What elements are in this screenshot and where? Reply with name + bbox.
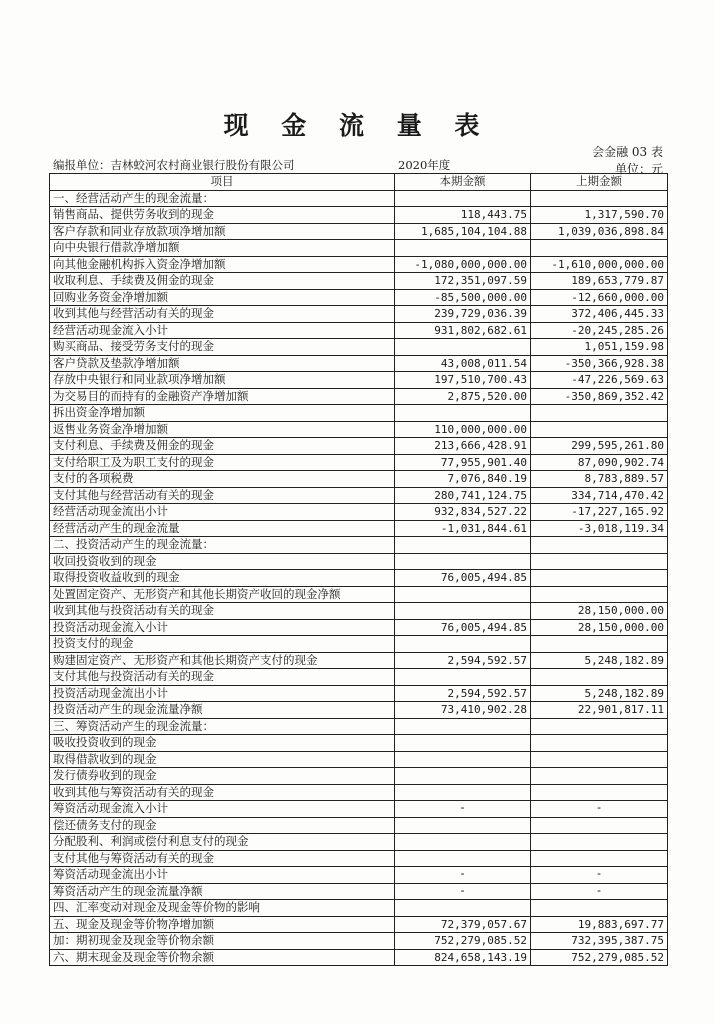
row-previous-amount: 732,395,387.75 <box>531 933 668 950</box>
row-current-amount <box>395 190 531 207</box>
row-item-label: 向中央银行借款净增加额 <box>50 240 395 257</box>
row-item-label: 客户贷款及垫款净增加额 <box>50 355 395 372</box>
row-item-label: 支付给职工及为职工支付的现金 <box>50 454 395 471</box>
row-previous-amount: 5,248,182.89 <box>531 652 668 669</box>
row-current-amount: 7,076,840.19 <box>395 471 531 488</box>
table-row <box>50 867 668 884</box>
table-row <box>50 652 668 669</box>
table-row <box>50 339 668 356</box>
row-previous-amount: - <box>531 883 668 900</box>
row-item-label: 取得借款收到的现金 <box>50 751 395 768</box>
row-current-amount: -85,500,000.00 <box>395 289 531 306</box>
table-row <box>50 190 668 207</box>
row-item-label: 三、筹资活动产生的现金流量： <box>50 718 395 735</box>
row-previous-amount <box>531 240 668 257</box>
table-row <box>50 735 668 752</box>
table-row <box>50 949 668 966</box>
row-previous-amount: - <box>531 867 668 884</box>
row-item-label: 支付的各项税费 <box>50 471 395 488</box>
row-item-label: 五、现金及现金等价物净增加额 <box>50 916 395 933</box>
row-item-label: 回购业务资金净增加额 <box>50 289 395 306</box>
row-current-amount: 1,685,104,104.88 <box>395 223 531 240</box>
row-previous-amount: - <box>531 801 668 818</box>
row-previous-amount <box>531 834 668 851</box>
row-previous-amount: -12,660,000.00 <box>531 289 668 306</box>
row-current-amount: 72,379,057.67 <box>395 916 531 933</box>
table-header-row <box>50 174 668 191</box>
row-current-amount <box>395 735 531 752</box>
row-current-amount: 172,351,097.59 <box>395 273 531 290</box>
row-current-amount: -1,080,000,000.00 <box>395 256 531 273</box>
row-current-amount: 76,005,494.85 <box>395 619 531 636</box>
row-current-amount: 110,000,000.00 <box>395 421 531 438</box>
table-row <box>50 784 668 801</box>
row-current-amount <box>395 768 531 785</box>
row-item-label: 分配股利、利润或偿付利息支付的现金 <box>50 834 395 851</box>
row-previous-amount <box>531 669 668 686</box>
row-item-label: 收到其他与经营活动有关的现金 <box>50 306 395 323</box>
row-item-label: 处置固定资产、无形资产和其他长期资产收回的现金净额 <box>50 586 395 603</box>
row-previous-amount <box>531 190 668 207</box>
row-item-label: 筹资活动现金流出小计 <box>50 867 395 884</box>
table-row <box>50 702 668 719</box>
row-previous-amount <box>531 636 668 653</box>
table-row <box>50 916 668 933</box>
row-current-amount <box>395 603 531 620</box>
row-current-amount <box>395 834 531 851</box>
row-current-amount <box>395 405 531 422</box>
row-previous-amount: -17,227,165.92 <box>531 504 668 521</box>
row-item-label: 购买商品、接受劳务支付的现金 <box>50 339 395 356</box>
row-current-amount <box>395 339 531 356</box>
row-item-label: 购建固定资产、无形资产和其他长期资产支付的现金 <box>50 652 395 669</box>
column-header-current: 本期金额 <box>395 174 531 191</box>
row-current-amount: - <box>395 801 531 818</box>
row-item-label: 吸收投资收到的现金 <box>50 735 395 752</box>
table-row <box>50 751 668 768</box>
table-row <box>50 850 668 867</box>
row-item-label: 收到其他与投资活动有关的现金 <box>50 603 395 620</box>
row-item-label: 经营活动现金流入小计 <box>50 322 395 339</box>
row-item-label: 收回投资收到的现金 <box>50 553 395 570</box>
row-previous-amount: -47,226,569.63 <box>531 372 668 389</box>
table-row <box>50 586 668 603</box>
row-previous-amount: 1,051,159.98 <box>531 339 668 356</box>
row-item-label: 筹资活动产生的现金流量净额 <box>50 883 395 900</box>
row-previous-amount: 87,090,902.74 <box>531 454 668 471</box>
table-row <box>50 636 668 653</box>
reporting-unit: 编报单位：吉林蛟河农村商业银行股份有限公司 <box>53 158 295 172</box>
row-current-amount: 197,510,700.43 <box>395 372 531 389</box>
row-current-amount: 43,008,011.54 <box>395 355 531 372</box>
row-item-label: 收取利息、手续费及佣金的现金 <box>50 273 395 290</box>
table-row <box>50 520 668 537</box>
row-item-label: 支付其他与经营活动有关的现金 <box>50 487 395 504</box>
row-item-label: 经营活动产生的现金流量 <box>50 520 395 537</box>
row-previous-amount: 299,595,261.80 <box>531 438 668 455</box>
row-previous-amount: 189,653,779.87 <box>531 273 668 290</box>
table-row <box>50 603 668 620</box>
row-current-amount: 73,410,902.28 <box>395 702 531 719</box>
row-previous-amount <box>531 768 668 785</box>
row-current-amount: 76,005,494.85 <box>395 570 531 587</box>
row-previous-amount: -350,366,928.38 <box>531 355 668 372</box>
table-row <box>50 718 668 735</box>
table-row <box>50 240 668 257</box>
row-previous-amount: 372,406,445.33 <box>531 306 668 323</box>
table-row <box>50 619 668 636</box>
table-row <box>50 900 668 917</box>
table-row <box>50 504 668 521</box>
row-previous-amount <box>531 900 668 917</box>
row-current-amount: -1,031,844.61 <box>395 520 531 537</box>
row-item-label: 六、期末现金及现金等价物余额 <box>50 949 395 966</box>
row-item-label: 销售商品、提供劳务收到的现金 <box>50 207 395 224</box>
row-item-label: 存放中央银行和同业款项净增加额 <box>50 372 395 389</box>
row-item-label: 拆出资金净增加额 <box>50 405 395 422</box>
table-row <box>50 273 668 290</box>
table-row <box>50 289 668 306</box>
row-previous-amount <box>531 850 668 867</box>
row-item-label: 返售业务资金净增加额 <box>50 421 395 438</box>
row-previous-amount: -3,018,119.34 <box>531 520 668 537</box>
column-header-previous: 上期金额 <box>531 174 668 191</box>
row-item-label: 支付利息、手续费及佣金的现金 <box>50 438 395 455</box>
row-previous-amount: 1,039,036,898.84 <box>531 223 668 240</box>
row-previous-amount <box>531 421 668 438</box>
row-item-label: 收到其他与筹资活动有关的现金 <box>50 784 395 801</box>
row-item-label: 投资活动现金流出小计 <box>50 685 395 702</box>
row-previous-amount <box>531 817 668 834</box>
row-previous-amount <box>531 405 668 422</box>
table-row <box>50 801 668 818</box>
row-item-label: 四、汇率变动对现金及现金等价物的影响 <box>50 900 395 917</box>
table-row <box>50 487 668 504</box>
row-current-amount <box>395 718 531 735</box>
row-item-label: 支付其他与筹资活动有关的现金 <box>50 850 395 867</box>
table-row <box>50 454 668 471</box>
row-item-label: 客户存款和同业存放款项净增加额 <box>50 223 395 240</box>
row-current-amount: - <box>395 883 531 900</box>
currency-unit: 单位：元 <box>614 162 663 176</box>
fiscal-year: 2020年度 <box>398 158 451 172</box>
table-row <box>50 207 668 224</box>
row-item-label: 为交易目的而持有的金融资产净增加额 <box>50 388 395 405</box>
row-item-label: 取得投资收益收到的现金 <box>50 570 395 587</box>
column-header-item: 项目 <box>50 174 395 191</box>
row-current-amount: 2,594,592.57 <box>395 685 531 702</box>
row-item-label: 投资活动现金流入小计 <box>50 619 395 636</box>
table-row <box>50 223 668 240</box>
page-title: 现 金 流 量 表 <box>223 111 492 140</box>
row-current-amount: 280,741,124.75 <box>395 487 531 504</box>
table-row <box>50 306 668 323</box>
row-item-label: 筹资活动现金流入小计 <box>50 801 395 818</box>
row-item-label: 发行债券收到的现金 <box>50 768 395 785</box>
row-current-amount: - <box>395 867 531 884</box>
row-current-amount: 2,594,592.57 <box>395 652 531 669</box>
row-previous-amount <box>531 586 668 603</box>
table-row <box>50 322 668 339</box>
form-code: 会金融 03 表 <box>592 145 663 159</box>
row-current-amount: 932,834,527.22 <box>395 504 531 521</box>
table-row <box>50 438 668 455</box>
table-row <box>50 817 668 834</box>
row-current-amount <box>395 537 531 554</box>
row-previous-amount: 19,883,697.77 <box>531 916 668 933</box>
row-current-amount <box>395 240 531 257</box>
row-current-amount: 824,658,143.19 <box>395 949 531 966</box>
row-current-amount: 77,955,901.40 <box>395 454 531 471</box>
row-current-amount <box>395 900 531 917</box>
row-previous-amount <box>531 718 668 735</box>
row-current-amount: 931,802,682.61 <box>395 322 531 339</box>
cash-flow-table <box>49 173 668 966</box>
row-current-amount: 2,875,520.00 <box>395 388 531 405</box>
row-previous-amount: -1,610,000,000.00 <box>531 256 668 273</box>
row-item-label: 二、投资活动产生的现金流量： <box>50 537 395 554</box>
row-previous-amount: 28,150,000.00 <box>531 603 668 620</box>
row-item-label: 向其他金融机构拆入资金净增加额 <box>50 256 395 273</box>
table-row <box>50 669 668 686</box>
table-row <box>50 388 668 405</box>
table-row <box>50 553 668 570</box>
row-previous-amount: 22,901,817.11 <box>531 702 668 719</box>
table-row <box>50 355 668 372</box>
row-previous-amount <box>531 784 668 801</box>
row-previous-amount <box>531 735 668 752</box>
row-current-amount: 239,729,036.39 <box>395 306 531 323</box>
table-row <box>50 883 668 900</box>
row-previous-amount: 334,714,470.42 <box>531 487 668 504</box>
row-previous-amount <box>531 751 668 768</box>
row-current-amount <box>395 784 531 801</box>
row-item-label: 一、经营活动产生的现金流量： <box>50 190 395 207</box>
table-row <box>50 471 668 488</box>
table-row <box>50 685 668 702</box>
row-current-amount <box>395 669 531 686</box>
row-item-label: 投资活动产生的现金流量净额 <box>50 702 395 719</box>
table-row <box>50 834 668 851</box>
row-item-label: 支付其他与投资活动有关的现金 <box>50 669 395 686</box>
row-previous-amount: 752,279,085.52 <box>531 949 668 966</box>
table-row <box>50 537 668 554</box>
row-current-amount: 752,279,085.52 <box>395 933 531 950</box>
table-row <box>50 768 668 785</box>
row-current-amount <box>395 636 531 653</box>
row-previous-amount: 28,150,000.00 <box>531 619 668 636</box>
table-row <box>50 933 668 950</box>
row-current-amount <box>395 553 531 570</box>
cash-flow-table-body <box>50 174 668 966</box>
row-previous-amount: 1,317,590.70 <box>531 207 668 224</box>
row-current-amount: 118,443.75 <box>395 207 531 224</box>
table-row <box>50 421 668 438</box>
row-item-label: 经营活动现金流出小计 <box>50 504 395 521</box>
row-current-amount <box>395 751 531 768</box>
row-previous-amount: -20,245,285.26 <box>531 322 668 339</box>
table-row <box>50 256 668 273</box>
row-item-label: 偿还债务支付的现金 <box>50 817 395 834</box>
row-previous-amount <box>531 570 668 587</box>
row-previous-amount: 8,783,889.57 <box>531 471 668 488</box>
row-previous-amount <box>531 537 668 554</box>
row-current-amount: 213,666,428.91 <box>395 438 531 455</box>
table-row <box>50 372 668 389</box>
row-current-amount <box>395 586 531 603</box>
row-previous-amount: -350,869,352.42 <box>531 388 668 405</box>
row-previous-amount <box>531 553 668 570</box>
table-row <box>50 405 668 422</box>
row-current-amount <box>395 850 531 867</box>
row-previous-amount: 5,248,182.89 <box>531 685 668 702</box>
row-item-label: 加：期初现金及现金等价物余额 <box>50 933 395 950</box>
row-item-label: 投资支付的现金 <box>50 636 395 653</box>
table-row <box>50 570 668 587</box>
row-current-amount <box>395 817 531 834</box>
